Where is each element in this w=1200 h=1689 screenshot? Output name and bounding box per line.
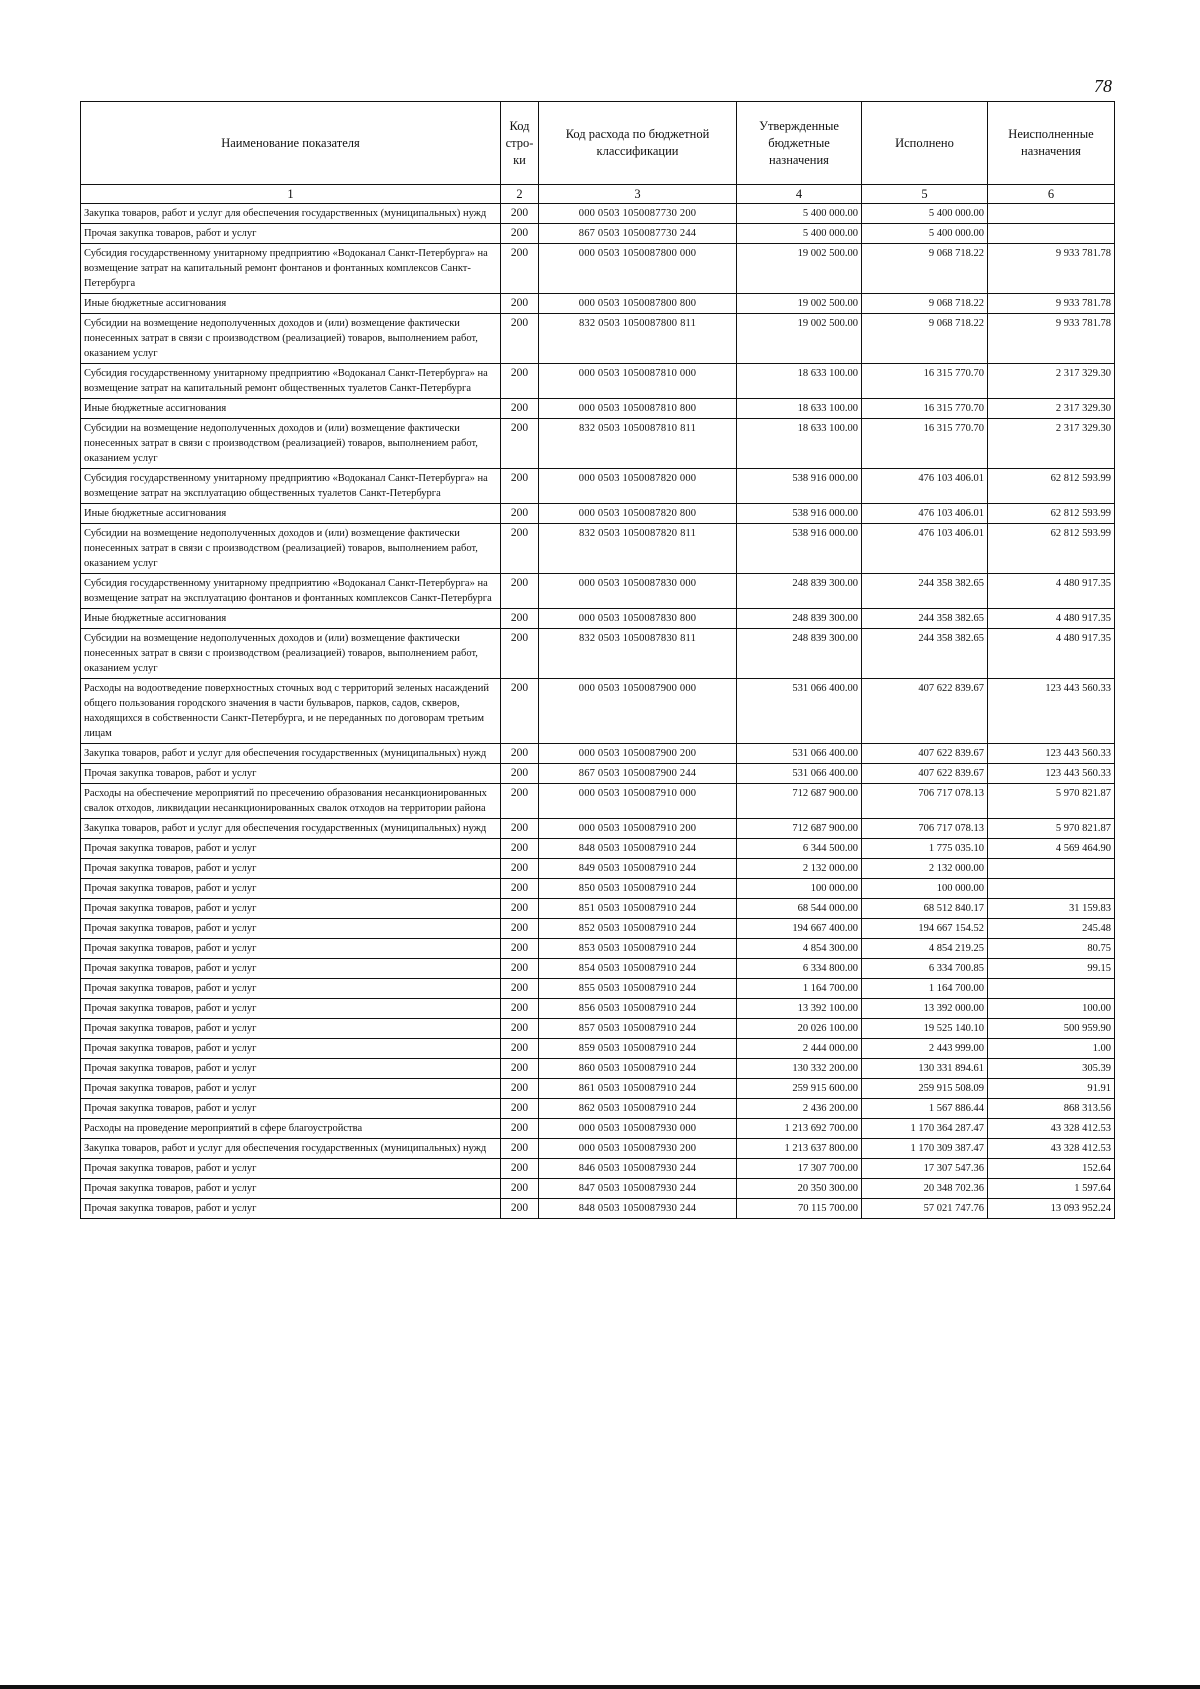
row-executed-amount: 19 525 140.10 bbox=[862, 1019, 988, 1039]
row-executed-amount: 9 068 718.22 bbox=[862, 314, 988, 364]
row-expense-code: 000 0503 1050087900 200 bbox=[539, 744, 737, 764]
row-name: Прочая закупка товаров, работ и услуг bbox=[81, 879, 501, 899]
row-executed-amount: 407 622 839.67 bbox=[862, 764, 988, 784]
row-approved-amount: 5 400 000.00 bbox=[737, 204, 862, 224]
table-row bbox=[81, 764, 1115, 784]
row-name: Иные бюджетные ассигнования bbox=[81, 294, 501, 314]
table-row bbox=[81, 999, 1115, 1019]
row-line-code: 200 bbox=[501, 419, 539, 469]
row-approved-amount: 17 307 700.00 bbox=[737, 1159, 862, 1179]
row-name: Прочая закупка товаров, работ и услуг bbox=[81, 1099, 501, 1119]
row-line-code: 200 bbox=[501, 939, 539, 959]
row-executed-amount: 1 164 700.00 bbox=[862, 979, 988, 999]
table-body bbox=[81, 204, 1115, 1219]
table-row bbox=[81, 899, 1115, 919]
row-name: Субсидия государственному унитарному предприятию «Водоканал Санкт-Петербурга» на возмещение затрат на капитальный ремонт фонтанов и фонтанных комплексов Санкт-Петербурга bbox=[81, 244, 501, 294]
row-line-code: 200 bbox=[501, 899, 539, 919]
row-unexecuted-amount: 2 317 329.30 bbox=[988, 364, 1115, 399]
row-line-code: 200 bbox=[501, 839, 539, 859]
row-unexecuted-amount bbox=[988, 879, 1115, 899]
row-name: Субсидии на возмещение недополученных доходов и (или) возмещение фактически понесенных затрат в связи с производством (реализацией) товаров, выполнением работ, оказанием услуг bbox=[81, 314, 501, 364]
row-expense-code: 849 0503 1050087910 244 bbox=[539, 859, 737, 879]
row-executed-amount: 6 334 700.85 bbox=[862, 959, 988, 979]
row-line-code: 200 bbox=[501, 574, 539, 609]
row-executed-amount: 16 315 770.70 bbox=[862, 399, 988, 419]
row-name: Прочая закупка товаров, работ и услуг bbox=[81, 959, 501, 979]
table-row bbox=[81, 1179, 1115, 1199]
page-bottom-edge bbox=[0, 1685, 1200, 1689]
table-row bbox=[81, 679, 1115, 744]
row-name: Прочая закупка товаров, работ и услуг bbox=[81, 979, 501, 999]
row-unexecuted-amount: 2 317 329.30 bbox=[988, 399, 1115, 419]
row-expense-code: 848 0503 1050087930 244 bbox=[539, 1199, 737, 1219]
table-row bbox=[81, 314, 1115, 364]
row-executed-amount: 2 443 999.00 bbox=[862, 1039, 988, 1059]
row-line-code: 200 bbox=[501, 979, 539, 999]
row-expense-code: 846 0503 1050087930 244 bbox=[539, 1159, 737, 1179]
row-executed-amount: 16 315 770.70 bbox=[862, 419, 988, 469]
row-name: Расходы на проведение мероприятий в сфере благоустройства bbox=[81, 1119, 501, 1139]
row-name: Иные бюджетные ассигнования bbox=[81, 399, 501, 419]
row-executed-amount: 1 775 035.10 bbox=[862, 839, 988, 859]
row-expense-code: 000 0503 1050087820 000 bbox=[539, 469, 737, 504]
row-expense-code: 854 0503 1050087910 244 bbox=[539, 959, 737, 979]
row-name: Прочая закупка товаров, работ и услуг bbox=[81, 939, 501, 959]
row-approved-amount: 248 839 300.00 bbox=[737, 629, 862, 679]
row-line-code: 200 bbox=[501, 1199, 539, 1219]
table-row bbox=[81, 959, 1115, 979]
row-executed-amount: 20 348 702.36 bbox=[862, 1179, 988, 1199]
row-name: Закупка товаров, работ и услуг для обеспечения государственных (муниципальных) нужд bbox=[81, 819, 501, 839]
row-expense-code: 859 0503 1050087910 244 bbox=[539, 1039, 737, 1059]
row-name: Прочая закупка товаров, работ и услуг bbox=[81, 839, 501, 859]
row-executed-amount: 9 068 718.22 bbox=[862, 294, 988, 314]
row-executed-amount: 130 331 894.61 bbox=[862, 1059, 988, 1079]
row-line-code: 200 bbox=[501, 609, 539, 629]
row-executed-amount: 706 717 078.13 bbox=[862, 784, 988, 819]
row-line-code: 200 bbox=[501, 524, 539, 574]
row-name: Субсидии на возмещение недополученных доходов и (или) возмещение фактически понесенных затрат в связи с производством (реализацией) товаров, выполнением работ, оказанием услуг bbox=[81, 629, 501, 679]
table-row bbox=[81, 574, 1115, 609]
row-expense-code: 832 0503 1050087830 811 bbox=[539, 629, 737, 679]
row-executed-amount: 100 000.00 bbox=[862, 879, 988, 899]
row-line-code: 200 bbox=[501, 399, 539, 419]
row-line-code: 200 bbox=[501, 919, 539, 939]
row-executed-amount: 17 307 547.36 bbox=[862, 1159, 988, 1179]
row-unexecuted-amount: 5 970 821.87 bbox=[988, 819, 1115, 839]
row-unexecuted-amount: 245.48 bbox=[988, 919, 1115, 939]
row-executed-amount: 13 392 000.00 bbox=[862, 999, 988, 1019]
row-unexecuted-amount: 2 317 329.30 bbox=[988, 419, 1115, 469]
row-expense-code: 847 0503 1050087930 244 bbox=[539, 1179, 737, 1199]
row-unexecuted-amount: 9 933 781.78 bbox=[988, 314, 1115, 364]
table-row bbox=[81, 1039, 1115, 1059]
row-expense-code: 000 0503 1050087930 200 bbox=[539, 1139, 737, 1159]
row-approved-amount: 538 916 000.00 bbox=[737, 469, 862, 504]
row-unexecuted-amount: 4 480 917.35 bbox=[988, 574, 1115, 609]
table-row bbox=[81, 524, 1115, 574]
row-approved-amount: 194 667 400.00 bbox=[737, 919, 862, 939]
row-expense-code: 857 0503 1050087910 244 bbox=[539, 1019, 737, 1039]
header-approved: Утвержденные бюджетные назначения bbox=[737, 102, 862, 185]
row-executed-amount: 244 358 382.65 bbox=[862, 609, 988, 629]
row-unexecuted-amount bbox=[988, 204, 1115, 224]
table-row bbox=[81, 364, 1115, 399]
row-expense-code: 850 0503 1050087910 244 bbox=[539, 879, 737, 899]
column-number: 2 bbox=[501, 185, 539, 204]
row-line-code: 200 bbox=[501, 1039, 539, 1059]
row-unexecuted-amount: 100.00 bbox=[988, 999, 1115, 1019]
table-row bbox=[81, 744, 1115, 764]
row-line-code: 200 bbox=[501, 819, 539, 839]
row-approved-amount: 538 916 000.00 bbox=[737, 504, 862, 524]
row-executed-amount: 5 400 000.00 bbox=[862, 224, 988, 244]
row-approved-amount: 2 444 000.00 bbox=[737, 1039, 862, 1059]
table-row bbox=[81, 1119, 1115, 1139]
row-unexecuted-amount: 4 480 917.35 bbox=[988, 609, 1115, 629]
row-line-code: 200 bbox=[501, 764, 539, 784]
table-row bbox=[81, 1079, 1115, 1099]
row-executed-amount: 194 667 154.52 bbox=[862, 919, 988, 939]
row-executed-amount: 1 567 886.44 bbox=[862, 1099, 988, 1119]
row-name: Иные бюджетные ассигнования bbox=[81, 609, 501, 629]
column-number: 3 bbox=[539, 185, 737, 204]
row-unexecuted-amount: 62 812 593.99 bbox=[988, 504, 1115, 524]
row-line-code: 200 bbox=[501, 364, 539, 399]
row-expense-code: 000 0503 1050087900 000 bbox=[539, 679, 737, 744]
row-expense-code: 852 0503 1050087910 244 bbox=[539, 919, 737, 939]
row-executed-amount: 1 170 309 387.47 bbox=[862, 1139, 988, 1159]
row-executed-amount: 68 512 840.17 bbox=[862, 899, 988, 919]
row-executed-amount: 476 103 406.01 bbox=[862, 504, 988, 524]
column-number: 6 bbox=[988, 185, 1115, 204]
row-approved-amount: 248 839 300.00 bbox=[737, 574, 862, 609]
table-row bbox=[81, 1059, 1115, 1079]
row-expense-code: 832 0503 1050087800 811 bbox=[539, 314, 737, 364]
row-line-code: 200 bbox=[501, 204, 539, 224]
table-row bbox=[81, 859, 1115, 879]
table-row bbox=[81, 419, 1115, 469]
header-indicator-name: Наименование показателя bbox=[81, 102, 501, 185]
column-number: 5 bbox=[862, 185, 988, 204]
row-expense-code: 867 0503 1050087730 244 bbox=[539, 224, 737, 244]
row-expense-code: 848 0503 1050087910 244 bbox=[539, 839, 737, 859]
row-executed-amount: 244 358 382.65 bbox=[862, 574, 988, 609]
table-row bbox=[81, 629, 1115, 679]
row-executed-amount: 259 915 508.09 bbox=[862, 1079, 988, 1099]
row-approved-amount: 18 633 100.00 bbox=[737, 399, 862, 419]
row-name: Прочая закупка товаров, работ и услуг bbox=[81, 1159, 501, 1179]
table-row bbox=[81, 1099, 1115, 1119]
page-number: 78 bbox=[1094, 76, 1112, 96]
row-name: Субсидии на возмещение недополученных доходов и (или) возмещение фактически понесенных затрат в связи с производством (реализацией) товаров, выполнением работ, оказанием услуг bbox=[81, 419, 501, 469]
table-row bbox=[81, 469, 1115, 504]
row-approved-amount: 20 026 100.00 bbox=[737, 1019, 862, 1039]
row-unexecuted-amount: 4 569 464.90 bbox=[988, 839, 1115, 859]
row-executed-amount: 407 622 839.67 bbox=[862, 744, 988, 764]
row-approved-amount: 130 332 200.00 bbox=[737, 1059, 862, 1079]
row-line-code: 200 bbox=[501, 784, 539, 819]
row-line-code: 200 bbox=[501, 744, 539, 764]
row-line-code: 200 bbox=[501, 859, 539, 879]
row-unexecuted-amount bbox=[988, 979, 1115, 999]
row-name: Иные бюджетные ассигнования bbox=[81, 504, 501, 524]
table-row bbox=[81, 784, 1115, 819]
row-expense-code: 832 0503 1050087820 811 bbox=[539, 524, 737, 574]
row-approved-amount: 1 164 700.00 bbox=[737, 979, 862, 999]
row-expense-code: 867 0503 1050087900 244 bbox=[539, 764, 737, 784]
row-expense-code: 832 0503 1050087810 811 bbox=[539, 419, 737, 469]
row-executed-amount: 16 315 770.70 bbox=[862, 364, 988, 399]
row-name: Расходы на водоотведение поверхностных сточных вод с территорий зеленых насаждений общего пользования городского значения в части бульваров, парков, садов, скверов, находящихся в собственности Санкт-Петербурга, и не переданных по договорам третьим лицам bbox=[81, 679, 501, 744]
row-name: Прочая закупка товаров, работ и услуг bbox=[81, 1179, 501, 1199]
row-unexecuted-amount: 4 480 917.35 bbox=[988, 629, 1115, 679]
row-approved-amount: 531 066 400.00 bbox=[737, 744, 862, 764]
table-header-row bbox=[81, 102, 1115, 185]
column-number: 1 bbox=[81, 185, 501, 204]
row-name: Прочая закупка товаров, работ и услуг bbox=[81, 899, 501, 919]
row-line-code: 200 bbox=[501, 1139, 539, 1159]
header-line-code: Код стро-ки bbox=[501, 102, 539, 185]
row-name: Прочая закупка товаров, работ и услуг bbox=[81, 764, 501, 784]
header-expense-code: Код расхода по бюджетной классификации bbox=[539, 102, 737, 185]
row-line-code: 200 bbox=[501, 679, 539, 744]
row-approved-amount: 70 115 700.00 bbox=[737, 1199, 862, 1219]
row-expense-code: 000 0503 1050087820 800 bbox=[539, 504, 737, 524]
row-line-code: 200 bbox=[501, 244, 539, 294]
row-name: Прочая закупка товаров, работ и услуг bbox=[81, 1019, 501, 1039]
row-approved-amount: 100 000.00 bbox=[737, 879, 862, 899]
row-expense-code: 000 0503 1050087810 000 bbox=[539, 364, 737, 399]
row-expense-code: 000 0503 1050087830 000 bbox=[539, 574, 737, 609]
row-name: Прочая закупка товаров, работ и услуг bbox=[81, 1079, 501, 1099]
row-approved-amount: 531 066 400.00 bbox=[737, 764, 862, 784]
row-line-code: 200 bbox=[501, 1179, 539, 1199]
row-name: Субсидии на возмещение недополученных доходов и (или) возмещение фактически понесенных затрат в связи с производством (реализацией) товаров, выполнением работ, оказанием услуг bbox=[81, 524, 501, 574]
row-unexecuted-amount: 305.39 bbox=[988, 1059, 1115, 1079]
row-unexecuted-amount: 1.00 bbox=[988, 1039, 1115, 1059]
row-line-code: 200 bbox=[501, 959, 539, 979]
row-expense-code: 000 0503 1050087730 200 bbox=[539, 204, 737, 224]
row-line-code: 200 bbox=[501, 999, 539, 1019]
row-unexecuted-amount: 80.75 bbox=[988, 939, 1115, 959]
table-row bbox=[81, 204, 1115, 224]
row-executed-amount: 476 103 406.01 bbox=[862, 524, 988, 574]
row-line-code: 200 bbox=[501, 1059, 539, 1079]
row-approved-amount: 1 213 637 800.00 bbox=[737, 1139, 862, 1159]
row-approved-amount: 259 915 600.00 bbox=[737, 1079, 862, 1099]
row-unexecuted-amount: 99.15 bbox=[988, 959, 1115, 979]
row-expense-code: 000 0503 1050087910 200 bbox=[539, 819, 737, 839]
row-approved-amount: 531 066 400.00 bbox=[737, 679, 862, 744]
table-row bbox=[81, 919, 1115, 939]
table-row bbox=[81, 939, 1115, 959]
row-line-code: 200 bbox=[501, 469, 539, 504]
row-name: Прочая закупка товаров, работ и услуг bbox=[81, 999, 501, 1019]
row-expense-code: 862 0503 1050087910 244 bbox=[539, 1099, 737, 1119]
row-line-code: 200 bbox=[501, 879, 539, 899]
row-name: Субсидия государственному унитарному предприятию «Водоканал Санкт-Петербурга» на возмещение затрат на эксплуатацию фонтанов и фонтанных комплексов Санкт-Петербурга bbox=[81, 574, 501, 609]
table-row bbox=[81, 1019, 1115, 1039]
row-name: Субсидия государственному унитарному предприятию «Водоканал Санкт-Петербурга» на возмещение затрат на эксплуатацию общественных туалетов Санкт-Петербурга bbox=[81, 469, 501, 504]
budget-execution-table bbox=[80, 101, 1115, 1219]
row-approved-amount: 19 002 500.00 bbox=[737, 314, 862, 364]
row-executed-amount: 1 170 364 287.47 bbox=[862, 1119, 988, 1139]
row-unexecuted-amount bbox=[988, 224, 1115, 244]
row-approved-amount: 19 002 500.00 bbox=[737, 294, 862, 314]
row-line-code: 200 bbox=[501, 1099, 539, 1119]
row-expense-code: 000 0503 1050087930 000 bbox=[539, 1119, 737, 1139]
row-executed-amount: 476 103 406.01 bbox=[862, 469, 988, 504]
table-row bbox=[81, 399, 1115, 419]
row-approved-amount: 5 400 000.00 bbox=[737, 224, 862, 244]
table-row bbox=[81, 879, 1115, 899]
row-name: Прочая закупка товаров, работ и услуг bbox=[81, 919, 501, 939]
header-executed: Исполнено bbox=[862, 102, 988, 185]
table-row bbox=[81, 224, 1115, 244]
table-row bbox=[81, 839, 1115, 859]
row-executed-amount: 2 132 000.00 bbox=[862, 859, 988, 879]
row-unexecuted-amount: 1 597.64 bbox=[988, 1179, 1115, 1199]
row-expense-code: 851 0503 1050087910 244 bbox=[539, 899, 737, 919]
row-name: Закупка товаров, работ и услуг для обеспечения государственных (муниципальных) нужд bbox=[81, 204, 501, 224]
row-line-code: 200 bbox=[501, 294, 539, 314]
row-approved-amount: 18 633 100.00 bbox=[737, 419, 862, 469]
row-expense-code: 860 0503 1050087910 244 bbox=[539, 1059, 737, 1079]
row-line-code: 200 bbox=[501, 314, 539, 364]
row-name: Закупка товаров, работ и услуг для обеспечения государственных (муниципальных) нужд bbox=[81, 1139, 501, 1159]
row-unexecuted-amount: 13 093 952.24 bbox=[988, 1199, 1115, 1219]
row-unexecuted-amount: 9 933 781.78 bbox=[988, 244, 1115, 294]
table-row bbox=[81, 1199, 1115, 1219]
row-line-code: 200 bbox=[501, 629, 539, 679]
row-unexecuted-amount: 9 933 781.78 bbox=[988, 294, 1115, 314]
row-expense-code: 853 0503 1050087910 244 bbox=[539, 939, 737, 959]
row-approved-amount: 13 392 100.00 bbox=[737, 999, 862, 1019]
row-executed-amount: 706 717 078.13 bbox=[862, 819, 988, 839]
row-executed-amount: 57 021 747.76 bbox=[862, 1199, 988, 1219]
row-unexecuted-amount: 43 328 412.53 bbox=[988, 1119, 1115, 1139]
row-unexecuted-amount: 123 443 560.33 bbox=[988, 744, 1115, 764]
header-unexecuted: Неисполненные назначения bbox=[988, 102, 1115, 185]
row-name: Закупка товаров, работ и услуг для обеспечения государственных (муниципальных) нужд bbox=[81, 744, 501, 764]
row-unexecuted-amount: 152.64 bbox=[988, 1159, 1115, 1179]
row-line-code: 200 bbox=[501, 504, 539, 524]
row-unexecuted-amount: 500 959.90 bbox=[988, 1019, 1115, 1039]
row-name: Прочая закупка товаров, работ и услуг bbox=[81, 1199, 501, 1219]
table-row bbox=[81, 979, 1115, 999]
table-row bbox=[81, 504, 1115, 524]
row-approved-amount: 18 633 100.00 bbox=[737, 364, 862, 399]
table-row bbox=[81, 294, 1115, 314]
row-unexecuted-amount: 5 970 821.87 bbox=[988, 784, 1115, 819]
row-line-code: 200 bbox=[501, 1019, 539, 1039]
row-approved-amount: 1 213 692 700.00 bbox=[737, 1119, 862, 1139]
row-executed-amount: 244 358 382.65 bbox=[862, 629, 988, 679]
table-row bbox=[81, 244, 1115, 294]
row-approved-amount: 2 436 200.00 bbox=[737, 1099, 862, 1119]
row-approved-amount: 4 854 300.00 bbox=[737, 939, 862, 959]
row-approved-amount: 6 334 800.00 bbox=[737, 959, 862, 979]
row-line-code: 200 bbox=[501, 1079, 539, 1099]
row-unexecuted-amount: 62 812 593.99 bbox=[988, 469, 1115, 504]
row-approved-amount: 2 132 000.00 bbox=[737, 859, 862, 879]
row-executed-amount: 9 068 718.22 bbox=[862, 244, 988, 294]
row-expense-code: 000 0503 1050087910 000 bbox=[539, 784, 737, 819]
row-approved-amount: 20 350 300.00 bbox=[737, 1179, 862, 1199]
row-name: Прочая закупка товаров, работ и услуг bbox=[81, 1039, 501, 1059]
row-approved-amount: 712 687 900.00 bbox=[737, 819, 862, 839]
row-unexecuted-amount: 123 443 560.33 bbox=[988, 764, 1115, 784]
row-unexecuted-amount: 123 443 560.33 bbox=[988, 679, 1115, 744]
row-approved-amount: 6 344 500.00 bbox=[737, 839, 862, 859]
column-number: 4 bbox=[737, 185, 862, 204]
table-row bbox=[81, 609, 1115, 629]
row-name: Прочая закупка товаров, работ и услуг bbox=[81, 224, 501, 244]
row-expense-code: 000 0503 1050087800 000 bbox=[539, 244, 737, 294]
row-unexecuted-amount bbox=[988, 859, 1115, 879]
row-name: Прочая закупка товаров, работ и услуг bbox=[81, 859, 501, 879]
row-approved-amount: 19 002 500.00 bbox=[737, 244, 862, 294]
row-executed-amount: 4 854 219.25 bbox=[862, 939, 988, 959]
row-executed-amount: 407 622 839.67 bbox=[862, 679, 988, 744]
row-line-code: 200 bbox=[501, 1119, 539, 1139]
row-name: Субсидия государственному унитарному предприятию «Водоканал Санкт-Петербурга» на возмещение затрат на капитальный ремонт общественных туалетов Санкт-Петербурга bbox=[81, 364, 501, 399]
row-approved-amount: 68 544 000.00 bbox=[737, 899, 862, 919]
row-expense-code: 000 0503 1050087810 800 bbox=[539, 399, 737, 419]
row-approved-amount: 248 839 300.00 bbox=[737, 609, 862, 629]
row-executed-amount: 5 400 000.00 bbox=[862, 204, 988, 224]
row-line-code: 200 bbox=[501, 224, 539, 244]
row-unexecuted-amount: 91.91 bbox=[988, 1079, 1115, 1099]
row-name: Расходы на обеспечение мероприятий по пресечению образования несанкционированных свалок отходов, ликвидации несанкционированных свалок отходов на территории района bbox=[81, 784, 501, 819]
row-approved-amount: 712 687 900.00 bbox=[737, 784, 862, 819]
table-row bbox=[81, 819, 1115, 839]
row-expense-code: 861 0503 1050087910 244 bbox=[539, 1079, 737, 1099]
row-expense-code: 855 0503 1050087910 244 bbox=[539, 979, 737, 999]
row-unexecuted-amount: 62 812 593.99 bbox=[988, 524, 1115, 574]
row-unexecuted-amount: 31 159.83 bbox=[988, 899, 1115, 919]
row-name: Прочая закупка товаров, работ и услуг bbox=[81, 1059, 501, 1079]
row-approved-amount: 538 916 000.00 bbox=[737, 524, 862, 574]
row-expense-code: 000 0503 1050087800 800 bbox=[539, 294, 737, 314]
row-expense-code: 000 0503 1050087830 800 bbox=[539, 609, 737, 629]
table-row bbox=[81, 1159, 1115, 1179]
row-line-code: 200 bbox=[501, 1159, 539, 1179]
row-unexecuted-amount: 43 328 412.53 bbox=[988, 1139, 1115, 1159]
column-number-row bbox=[81, 185, 1115, 204]
table-row bbox=[81, 1139, 1115, 1159]
row-unexecuted-amount: 868 313.56 bbox=[988, 1099, 1115, 1119]
row-expense-code: 856 0503 1050087910 244 bbox=[539, 999, 737, 1019]
